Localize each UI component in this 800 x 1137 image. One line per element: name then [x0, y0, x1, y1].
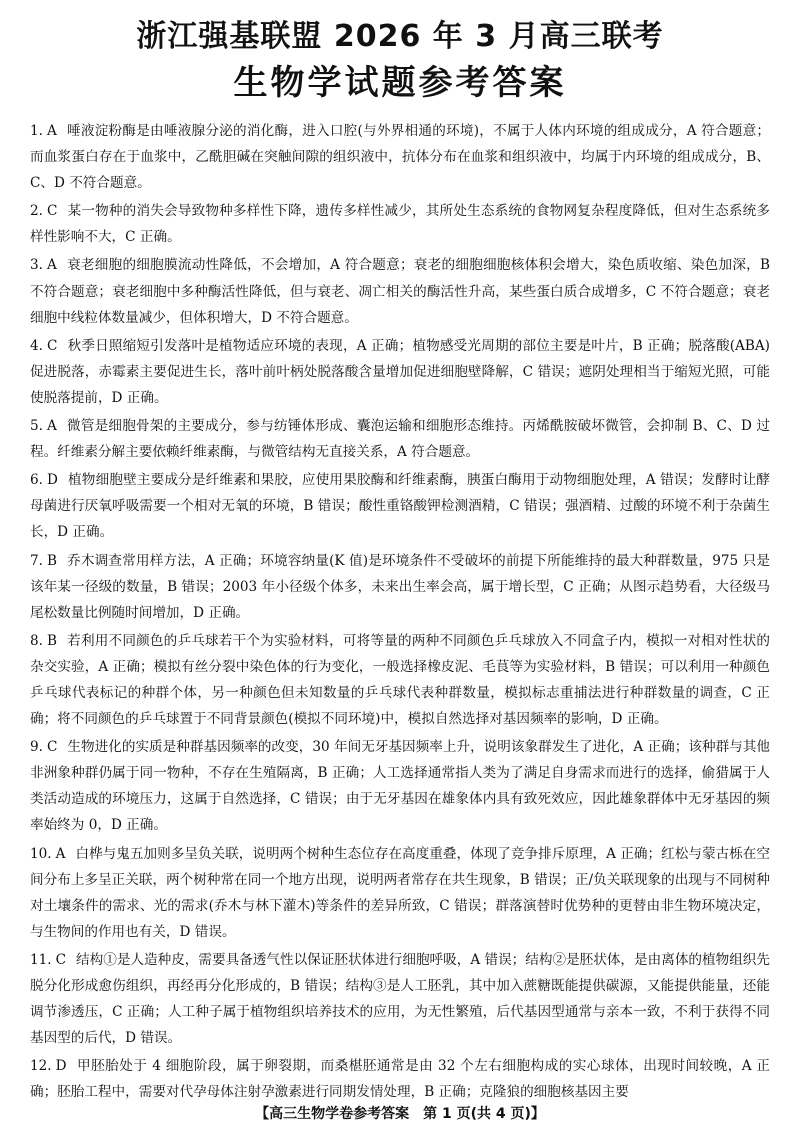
- answer-item: [30, 118, 770, 196]
- question-number: 12.: [30, 1058, 52, 1075]
- answer-item: [30, 1053, 770, 1105]
- answer-choice: A: [46, 418, 57, 435]
- answer-choice: D: [55, 1058, 67, 1075]
- answer-choice: A: [46, 257, 57, 274]
- answer-item: [30, 734, 770, 838]
- question-number: 2.: [30, 203, 43, 220]
- answer-item: [30, 413, 770, 465]
- question-number: 3.: [30, 257, 43, 274]
- answer-explanation: 唾液淀粉酶是由唾液腺分泌的消化酶，进入口腔(与外界相通的环境)，不属于人体内环境的组成成分，A 符合题意；而血浆蛋白存在于血浆中，乙酰胆碱在突触间隙的组织液中，抗体分布在血浆和组织液中，均属于内环境的组成成分，B、C、D 不符合题意。: [30, 123, 770, 192]
- question-number: 9.: [30, 739, 43, 756]
- answer-explanation: 衰老细胞的细胞膜流动性降低，不会增加，A 符合题意；衰老的细胞细胞核体积会增大，染色质收缩、染色加深，B 不符合题意；衰老细胞中多种酶活性降低，但与衰老、凋亡相关的酶活性升高，某些蛋白质合成增多，C 不符合题意；衰老细胞中线粒体数量减少，但体积增大，D 不符合题意。: [30, 257, 770, 326]
- answer-item: [30, 333, 770, 411]
- answer-choice: B: [46, 552, 57, 569]
- answer-item: [30, 548, 770, 626]
- question-number: 7.: [30, 552, 43, 569]
- answer-explanation: 微管是细胞骨架的主要成分，参与纺锤体形成、囊泡运输和细胞形态维持。丙烯酰胺破坏微管，会抑制 B、C、D 过程。纤维素分解主要依赖纤维素酶，与微管结构无直接关系，A 符合题意。: [30, 418, 770, 461]
- answer-item: [30, 841, 770, 945]
- answer-choice: D: [46, 472, 58, 489]
- answer-item: [30, 198, 770, 250]
- answer-choice: C: [46, 337, 58, 354]
- page-footer: 【高三生物学卷参考答案 第 1 页(共 4 页)】: [255, 1106, 545, 1122]
- answer-explanation: 生物进化的实质是种群基因频率的改变，30 年间无牙基因频率上升，说明该象群发生了进化，A 正确；该种群与其他非洲象种群仍属于同一物种，不存在生殖隔离，B 正确；人工选择通常指人类为了满足自身需求而进行的选择，偷猎属于人类活动造成的环境压力，这属于自然选择，C 错误；由于无牙基因在雄象体内具有致死效应，因此雄象群体中无牙基因的频率始终为 0，D 正确。: [30, 739, 770, 834]
- answer-choice: C: [46, 203, 58, 220]
- answer-choice: C: [46, 739, 58, 756]
- answer-explanation: 白桦与鬼五加则多呈负关联，说明两个树种生态位存在高度重叠，体现了竞争排斥原理，A 正确；红松与蒙古栎在空间分布上多呈正关联，两个树种常在同一个地方出现，说明两者常存在共生现象，B 错误；正/负关联现象的出现与不同树种对土壤条件的需求、光的需求(乔木与林下灌木)等条件的差异所致，C 错误；群落演替时优势种的更替由非生物环境决定，与生物间的作用也有关，D 错误。: [30, 845, 770, 940]
- answer-item: [30, 252, 770, 330]
- question-number: 1.: [30, 123, 43, 139]
- question-number: 10.: [30, 845, 52, 862]
- question-number: 5.: [30, 418, 43, 435]
- question-number: 4.: [30, 337, 43, 354]
- answer-explanation: 乔木调查常用样方法，A 正确；环境容纳量(K 值)是环境条件不受破坏的前提下所能维持的最大种群数量，975 只是该年某一径级的数量，B 错误；2003 年小径级个体多，未来出生率会高，属于增长型，C 正确；从图示趋势看，大径级马尾松数量比例随时间增加，D 正确。: [30, 552, 770, 621]
- exam-title: 浙江强基联盟 2026 年 3 月高三联考: [136, 19, 664, 54]
- answer-choice: A: [46, 123, 57, 139]
- answer-item: [30, 628, 770, 732]
- answer-list: [30, 118, 770, 1105]
- answer-key-subtitle: 生物学试题参考答案: [233, 63, 567, 103]
- answer-item: [30, 467, 770, 545]
- answer-item: [30, 947, 770, 1051]
- answer-explanation: 甲胚胎处于 4 细胞阶段，属于卵裂期，而桑椹胚通常是由 32 个左右细胞构成的实心球体，出现时间较晚，A 正确；胚胎工程中，需要对代孕母体注射孕激素进行同期发情处理，B 正确；克隆狼的细胞核基因主要: [30, 1058, 770, 1101]
- answer-choice: A: [55, 845, 66, 862]
- answer-explanation: 植物细胞壁主要成分是纤维素和果胶，应使用果胶酶和纤维素酶，胰蛋白酶用于动物细胞处理，A 错误；发酵时让酵母菌进行厌氧呼吸需要一个相对无氧的环境，B 错误；酸性重铬酸钾检测酒精，C 错误；强酒精、过酸的环境不利于杂菌生长，D 正确。: [30, 472, 770, 541]
- answer-choice: C: [55, 951, 67, 968]
- question-number: 11.: [30, 951, 52, 968]
- answer-explanation: 秋季日照缩短引发落叶是植物适应环境的表现，A 正确；植物感受光周期的部位主要是叶片，B 正确；脱落酸(ABA)促进脱落，赤霉素主要促进生长，落叶前叶柄处脱落酸含量增加促进细胞壁降解，C 错误；遮阴处理相当于缩短光照，可能使脱落提前，D 正确。: [30, 337, 770, 406]
- answer-explanation: 结构①是人造种皮，需要具备透气性以保证胚状体进行细胞呼吸，A 错误；结构②是胚状体，是由离体的植物组织先脱分化形成愈伤组织，再经再分化形成的，B 错误；结构③是人工胚乳，其中加入蔗糖既能提供碳源，又能提供能量，还能调节渗透压，C 正确；人工种子属于植物组织培养技术的应用，为无性繁殖，后代基因型通常与亲本一致，不利于获得不同基因型的后代，D 错误。: [30, 951, 770, 1047]
- answer-explanation: 某一物种的消失会导致物种多样性下降，遗传多样性减少，其所处生态系统的食物网复杂程度降低，但对生态系统多样性影响不大，C 正确。: [30, 203, 770, 246]
- question-number: 6.: [30, 472, 43, 489]
- question-number: 8.: [30, 632, 43, 649]
- answer-explanation: 若利用不同颜色的乒乓球若干个为实验材料，可将等量的两种不同颜色乒乓球放入不同盒子内，模拟一对相对性状的杂交实验，A 正确；模拟有丝分裂中染色体的行为变化，一般选择橡皮泥、毛茛等为实验材料，B 错误；可以利用一种颜色乒乓球代表标记的种群个体，另一种颜色但未知数量的乒乓球代表种群数量，模拟标志重捕法进行种群数量的调查，C 正确；将不同颜色的乒乓球置于不同背景颜色(模拟不同环境)中，模拟自然选择对基因频率的影响，D 正确。: [30, 632, 770, 728]
- answer-choice: B: [46, 632, 57, 649]
